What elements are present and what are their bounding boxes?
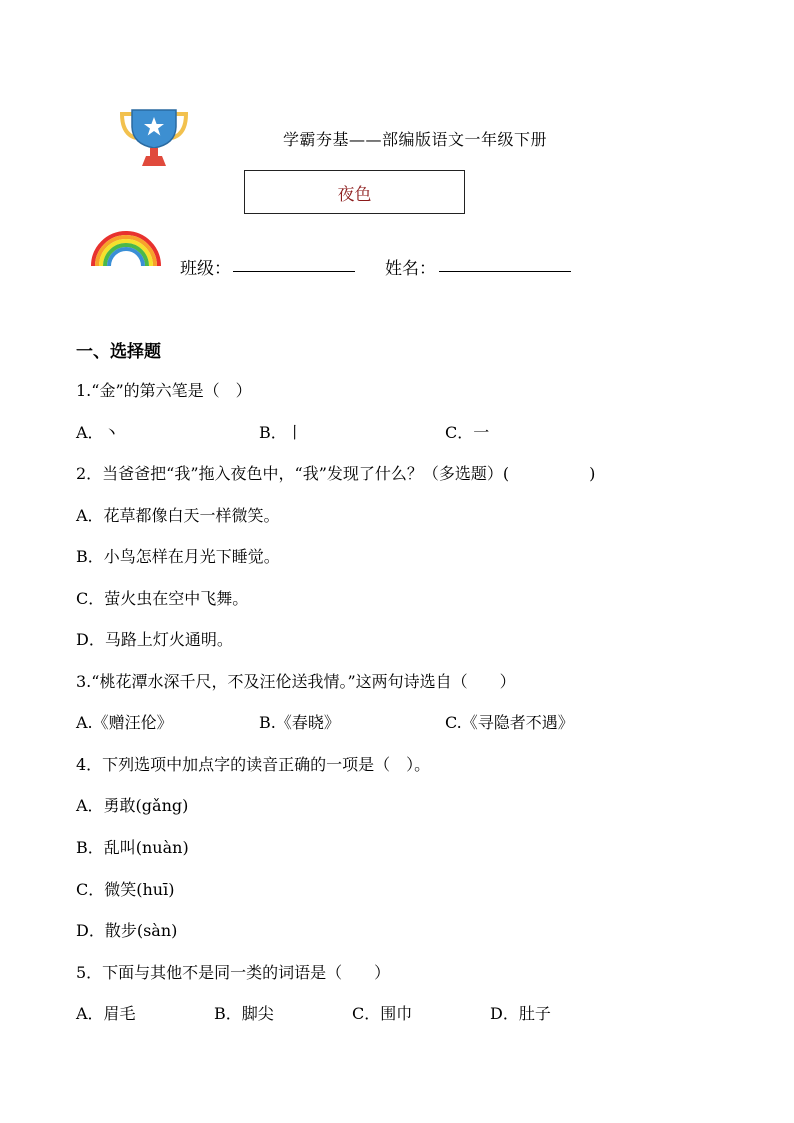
q2-option-d[interactable]: D．马路上灯火通明。 xyxy=(76,630,233,649)
lesson-title-box xyxy=(244,170,465,214)
q1-option-b[interactable]: B．丨 xyxy=(259,423,303,442)
q5-option-b[interactable]: B．脚尖 xyxy=(214,1004,274,1023)
q2-option-a[interactable]: A．花草都像白天一样微笑。 xyxy=(76,506,280,525)
q3-option-c[interactable]: C.《寻隐者不遇》 xyxy=(445,713,574,732)
q1-option-a[interactable]: A．丶 xyxy=(76,423,120,442)
question-1: 1.“金”的第六笔是（ ） xyxy=(76,381,252,400)
page-title: 学霸夯基——部编版语文一年级下册 xyxy=(283,130,548,149)
q5-option-a[interactable]: A．眉毛 xyxy=(76,1004,136,1023)
q3-option-a[interactable]: A.《赠汪伦》 xyxy=(76,713,173,732)
q3-option-b[interactable]: B.《春晓》 xyxy=(259,713,340,732)
question-3: 3.“桃花潭水深千尺，不及汪伦送我情。”这两句诗选自（ ） xyxy=(76,672,516,691)
name-label: 姓名： xyxy=(385,259,436,279)
rainbow-icon xyxy=(89,226,163,268)
q1-option-c[interactable]: C．一 xyxy=(445,423,490,442)
trophy-icon xyxy=(118,106,190,170)
question-5: 5．下面与其他不是同一类的词语是（ ） xyxy=(76,963,391,982)
q4-option-b[interactable]: B．乱叫(nuàn) xyxy=(76,838,189,857)
class-label: 班级： xyxy=(180,259,231,279)
section-title: 一、选择题 xyxy=(76,342,161,362)
question-4: 4．下列选项中加点字的读音正确的一项是（ ）。 xyxy=(76,755,431,774)
q4-option-c[interactable]: C．微笑(huī) xyxy=(76,880,175,899)
question-2: 2．当爸爸把“我”拖入夜色中，“我”发现了什么？（多选题）( ) xyxy=(76,464,596,483)
class-field[interactable] xyxy=(233,271,355,272)
q2-option-b[interactable]: B．小鸟怎样在月光下睡觉。 xyxy=(76,547,280,566)
q5-option-c[interactable]: C．围巾 xyxy=(352,1004,413,1023)
q4-option-a[interactable]: A．勇敢(gǎng) xyxy=(76,796,189,815)
name-field[interactable] xyxy=(439,271,571,272)
q4-option-d[interactable]: D．散步(sàn) xyxy=(76,921,178,940)
q2-option-c[interactable]: C．萤火虫在空中飞舞。 xyxy=(76,589,249,608)
lesson-title: 夜色 xyxy=(337,184,372,205)
q5-option-d[interactable]: D．肚子 xyxy=(490,1004,551,1023)
